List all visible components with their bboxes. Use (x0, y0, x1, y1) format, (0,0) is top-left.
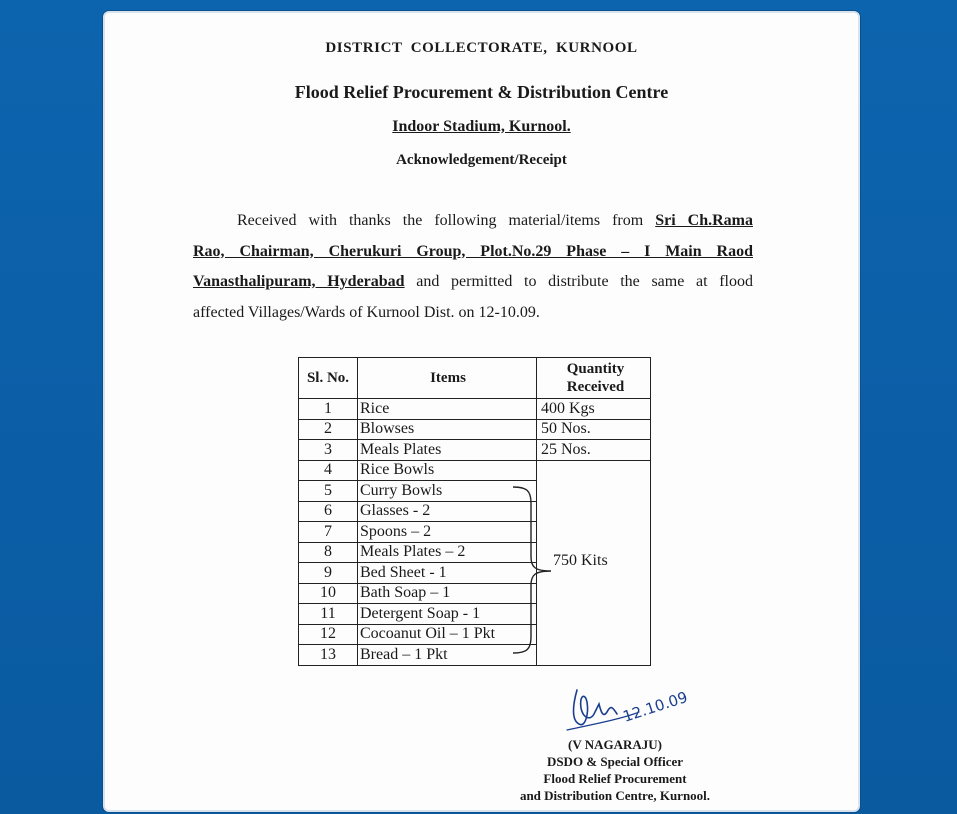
office-heading: DISTRICT COLLECTORATE, KURNOOL (325, 40, 638, 56)
distribution-text: affected Villages/Wards of Kurnool Dist. on 12-10.09. (193, 303, 540, 321)
item-cell: Bath Soap – 1 (358, 583, 537, 604)
sl-cell: 1 (299, 399, 358, 420)
sl-cell: 10 (299, 583, 358, 604)
quantity-cell: 400 Kgs (537, 399, 651, 420)
signatory-org-line2: and Distribution Centre, Kurnool. (519, 788, 711, 803)
donor-name-part2: Rao, Chairman, Cherukuri Group, Plot.No.29 Phase – I Main Raod (193, 242, 753, 260)
venue-heading: Indoor Stadium, Kurnool. (392, 118, 571, 135)
paragraph-line-1 (193, 206, 753, 237)
item-cell: Curry Bowls (358, 481, 537, 502)
item-cell: Cocoanut Oil – 1 Pkt (358, 624, 537, 645)
signatory-block (485, 736, 745, 804)
signatory-name: (V NAGARAJU) (567, 737, 662, 752)
item-cell: Detergent Soap - 1 (358, 604, 537, 625)
item-cell: Bed Sheet - 1 (358, 563, 537, 584)
sl-cell: 2 (299, 419, 358, 440)
paragraph-line-3 (193, 267, 753, 298)
item-cell: Rice (358, 399, 537, 420)
table-row (299, 399, 651, 420)
signatory-designation: DSDO & Special Officer (546, 754, 684, 769)
signature-date: 12.10.09 (620, 688, 690, 726)
items-table (298, 357, 651, 666)
sl-cell: 3 (299, 440, 358, 461)
item-cell: Glasses - 2 (358, 501, 537, 522)
item-cell: Spoons – 2 (358, 522, 537, 543)
item-cell: Meals Plates (358, 440, 537, 461)
signatory-org-line1: Flood Relief Procurement (543, 771, 687, 786)
sl-cell: 8 (299, 542, 358, 563)
donor-name-part3: Vanasthalipuram, Hyderabad (193, 273, 405, 290)
item-cell: Bread – 1 Pkt (358, 645, 537, 666)
sl-cell: 13 (299, 645, 358, 666)
sl-cell: 12 (299, 624, 358, 645)
table-row (299, 419, 651, 440)
header-sl-no: Sl. No. (299, 358, 358, 399)
item-cell: Meals Plates – 2 (358, 542, 537, 563)
sl-cell: 9 (299, 563, 358, 584)
quantity-cell: 50 Nos. (537, 419, 651, 440)
kits-quantity-label: 750 Kits (553, 552, 608, 569)
sl-cell: 6 (299, 501, 358, 522)
item-cell: Rice Bowls (358, 460, 537, 481)
curly-brace-icon (505, 485, 555, 655)
document-type-heading: Acknowledgement/Receipt (396, 152, 567, 168)
table-row (299, 440, 651, 461)
receipt-paragraph (193, 206, 753, 328)
header-quantity: Quantity Received (537, 358, 651, 399)
intro-text: Received with thanks the following material/items from (237, 212, 656, 229)
sl-cell: 4 (299, 460, 358, 481)
centre-heading: Flood Relief Procurement & Distribution Centre (294, 82, 669, 102)
document-page (103, 11, 860, 812)
item-cell: Blowses (358, 419, 537, 440)
permission-text: and permitted to distribute the same at flood (404, 273, 753, 290)
quantity-cell: 25 Nos. (537, 440, 651, 461)
header-items: Items (358, 358, 537, 399)
handwritten-signature-icon (565, 678, 705, 738)
sl-cell: 11 (299, 604, 358, 625)
sl-cell: 7 (299, 522, 358, 543)
sl-cell: 5 (299, 481, 358, 502)
table-header-row (299, 358, 651, 399)
table-row (299, 460, 651, 481)
donor-name-part1: Sri Ch.Rama (655, 212, 753, 229)
